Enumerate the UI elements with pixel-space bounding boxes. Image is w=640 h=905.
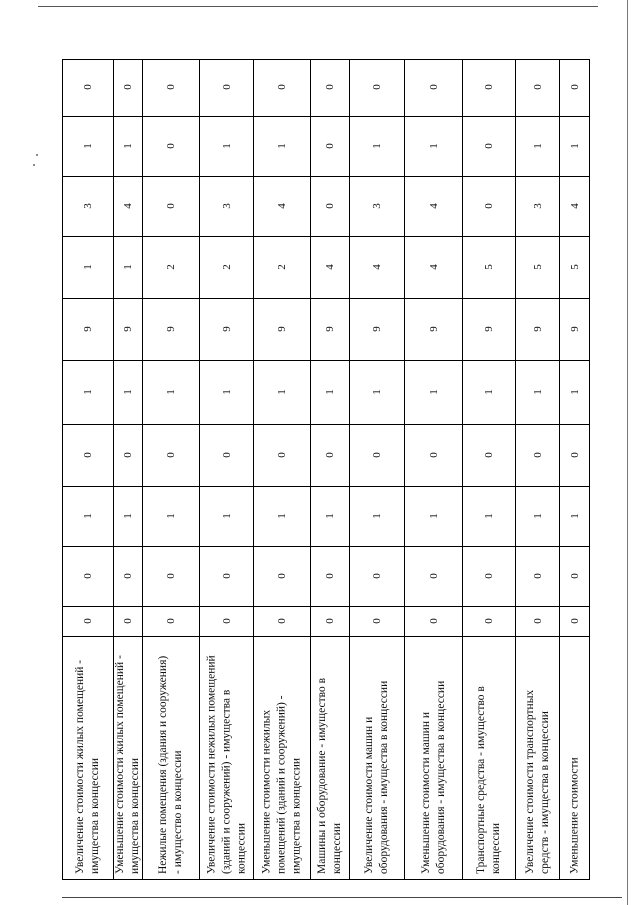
table-cell: 0 — [324, 452, 336, 458]
row-label: Машины и оборудование - имущество в концессии — [316, 677, 343, 874]
table-cell: 0 — [220, 452, 233, 458]
table-cell: 0 — [82, 618, 94, 624]
table-cell: 0 — [483, 618, 495, 624]
table-cell: 1 — [371, 143, 383, 149]
table-cell: 1 — [220, 143, 233, 149]
table-row — [349, 59, 404, 879]
table-cell: 0 — [568, 618, 581, 624]
table-row — [62, 59, 113, 879]
table-cell: 0 — [427, 84, 440, 90]
row-label: Уменьшение стоимости машин и оборудования - имущества в концессии — [419, 680, 447, 874]
table-cell: 0 — [531, 618, 544, 624]
table-cell: 0 — [122, 84, 134, 90]
table-row — [515, 59, 559, 879]
table-row — [310, 59, 349, 879]
table-cell: 0 — [165, 618, 177, 624]
table-cell: 1 — [371, 389, 383, 395]
table-cell: 4 — [276, 203, 288, 209]
table-cell: 0 — [324, 573, 336, 579]
scan-speck — [33, 164, 35, 166]
table-cell: 3 — [371, 203, 383, 209]
table-cell: 1 — [165, 389, 177, 395]
data-table — [62, 59, 590, 879]
table-cell: 9 — [122, 326, 134, 332]
table-cell: 0 — [165, 203, 177, 209]
table-cell: 0 — [122, 618, 134, 624]
row-label: Увеличение стоимости машин и оборудования - имущества в концессии — [363, 680, 390, 874]
table-cell: 0 — [531, 452, 544, 458]
row-label: Уменьшение стоимости нежилых помещений (зданий и сооружений) - имущества в концессии — [260, 695, 303, 874]
table-cell: 0 — [82, 573, 94, 579]
table-cell: 0 — [220, 573, 233, 579]
table-cell: 1 — [531, 513, 544, 519]
table-cell: 1 — [276, 143, 288, 149]
row-label: Уменьшение стоимости жилых помещений - имущества в концессии — [114, 655, 141, 874]
table-cell: 0 — [568, 573, 581, 579]
table-row — [142, 59, 199, 879]
table-cell: 9 — [568, 326, 581, 332]
table-cell: 0 — [276, 84, 288, 90]
table-cell: 1 — [122, 513, 134, 519]
table-cell: 1 — [82, 264, 94, 270]
table-cell: 0 — [324, 618, 336, 624]
table-cell: 0 — [371, 618, 383, 624]
table-cell: 0 — [531, 573, 544, 579]
table-cell: 0 — [324, 143, 336, 149]
table-cell: 4 — [324, 264, 336, 270]
table-cell: 1 — [568, 389, 581, 395]
table-cell: 3 — [82, 203, 94, 209]
table-cell: 0 — [483, 84, 495, 90]
row-label: Увеличение стоимости жилых помещений - имущества в концессии — [74, 659, 101, 874]
table-row — [559, 59, 590, 879]
table-cell: 1 — [568, 143, 581, 149]
table-cell: 9 — [531, 326, 544, 332]
table-cell: 1 — [427, 143, 440, 149]
table-cell: 9 — [483, 326, 495, 332]
row-label: Транспортные средства - имущество в концессии — [475, 686, 502, 874]
table-cell: 1 — [220, 513, 233, 519]
table-cell: 0 — [371, 452, 383, 458]
table-cell: 9 — [427, 326, 440, 332]
table-row — [113, 59, 142, 879]
table-cell: 9 — [82, 326, 94, 332]
table-row — [253, 59, 310, 879]
table-cell: 1 — [324, 513, 336, 519]
table-cell: 9 — [165, 326, 177, 332]
table-cell: 1 — [82, 143, 94, 149]
table-cell: 1 — [82, 389, 94, 395]
table-cell: 1 — [324, 389, 336, 395]
table-cell: 1 — [531, 143, 544, 149]
table-cell: 9 — [276, 326, 288, 332]
table-cell: 0 — [122, 573, 134, 579]
table-cell: 9 — [324, 326, 336, 332]
table-cell: 0 — [531, 84, 544, 90]
table-row — [462, 59, 515, 879]
table-cell: 2 — [276, 264, 288, 270]
table-cell: 0 — [82, 452, 94, 458]
table-cell: 2 — [220, 264, 233, 270]
table-cell: 0 — [568, 84, 581, 90]
table-cell: 0 — [324, 203, 336, 209]
table-cell: 5 — [531, 264, 544, 270]
table-cell: 5 — [568, 264, 581, 270]
table-cell: 4 — [122, 203, 134, 209]
table-cell: 1 — [122, 389, 134, 395]
table-cell: 1 — [483, 513, 495, 519]
table-cell: 1 — [276, 389, 288, 395]
table-cell: 3 — [220, 203, 233, 209]
table-cell: 0 — [483, 573, 495, 579]
row-label: Уменьшение стоимости — [568, 757, 580, 874]
table-cell: 1 — [483, 389, 495, 395]
table-cell: 3 — [531, 203, 544, 209]
table-cell: 0 — [371, 84, 383, 90]
table-cell: 5 — [483, 264, 495, 270]
scan-edge-top — [38, 6, 598, 7]
table-cell: 1 — [82, 513, 94, 519]
table-cell: 1 — [122, 143, 134, 149]
row-label: Увеличение стоимости нежилых помещений (зданий и сооружений) - имущества в концессии — [205, 655, 247, 874]
table-cell: 1 — [427, 389, 440, 395]
table-cell: 0 — [427, 452, 440, 458]
table-cell: 0 — [324, 84, 336, 90]
table-cell: 0 — [165, 452, 177, 458]
table-cell: 9 — [220, 326, 233, 332]
table-cell: 0 — [220, 84, 233, 90]
table-cell: 0 — [276, 452, 288, 458]
table-cell: 0 — [483, 143, 495, 149]
table-cell: 1 — [276, 513, 288, 519]
table-cell: 0 — [276, 618, 288, 624]
table-row — [404, 59, 462, 879]
row-label: Нежилые помещения (здания и сооружения) - имущество в концессии — [157, 655, 184, 874]
table-cell: 1 — [122, 264, 134, 270]
table-cell: 4 — [427, 203, 440, 209]
table-cell: 0 — [165, 143, 177, 149]
table-cell: 0 — [483, 203, 495, 209]
table-cell: 0 — [427, 618, 440, 624]
table-cell: 1 — [568, 513, 581, 519]
table-cell: 1 — [531, 389, 544, 395]
table-cell: 0 — [82, 84, 94, 90]
table-cell: 0 — [276, 573, 288, 579]
table-cell: 0 — [220, 618, 233, 624]
scan-speck — [36, 154, 38, 156]
table-cell: 1 — [220, 389, 233, 395]
table-row — [199, 59, 253, 879]
table-border-bottom — [62, 879, 590, 880]
table-cell: 0 — [165, 573, 177, 579]
row-label: Увеличение стоимости транспортных средств - имущества в концессии — [523, 689, 551, 874]
scan-edge-right — [627, 0, 628, 905]
table-cell: 4 — [371, 264, 383, 270]
table-cell: 0 — [568, 452, 581, 458]
table-cell: 1 — [371, 513, 383, 519]
table-cell: 9 — [371, 326, 383, 332]
table-cell: 4 — [568, 203, 581, 209]
table-cell: 2 — [165, 264, 177, 270]
table-cell: 1 — [165, 513, 177, 519]
scan-edge-bottom — [62, 897, 622, 898]
table-cell: 0 — [165, 84, 177, 90]
table-cell: 0 — [483, 452, 495, 458]
table-cell: 1 — [427, 513, 440, 519]
table-cell: 4 — [427, 264, 440, 270]
table-cell: 0 — [122, 452, 134, 458]
table-cell: 0 — [371, 573, 383, 579]
table-cell: 0 — [427, 573, 440, 579]
